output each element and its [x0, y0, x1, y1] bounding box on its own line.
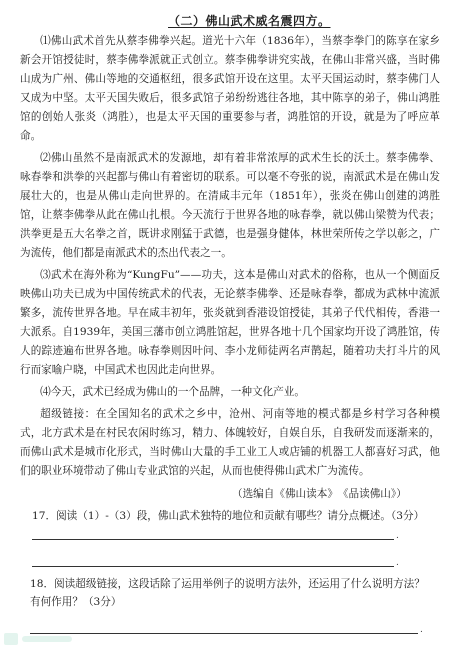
- line-end-mark: .: [396, 531, 399, 541]
- question-18: 18．阅读超级链接，这段话除了运用举例子的说明方法外，还运用了什么说明方法？有何作用？（3分）: [30, 578, 425, 608]
- watermark-logo-icon: [0, 628, 80, 650]
- line-end-mark: .: [420, 625, 423, 635]
- question-17: 17．阅读（1）-（3）段，佛山武术独特的地位和贡献有哪些？请分点概述。（3分）: [32, 510, 425, 522]
- hyperlink-paragraph: 超级链接：在全国知名的武术之乡中，沧州、河南等地的模式都是乡村学习各种模式，北方武术是在村民农闲时练习，精力、体魄较好，自娱自乐，自我研发而逐渐来的，而佛山武术是城市化形式，当时佛山大量的手工业工人或店铺的机器工人都喜好习武，他们的职业环境带动了佛山专业武馆的兴起，从而也使得佛山武术广为流传。: [20, 408, 440, 477]
- section-title: （二）佛山武术威名震四方。: [168, 14, 331, 28]
- line-end-mark: .: [396, 558, 399, 568]
- source-citation: （选编自《佛山读本》 《品读佛山》）: [232, 488, 407, 500]
- paragraph-4: ⑷今天，武术已经成为佛山的一个品牌，一种文化产业。: [40, 386, 305, 398]
- answer-line[interactable]: [30, 633, 418, 634]
- article-body: [20, 32, 440, 484]
- paragraph-1: ⑴佛山武术首先从蔡李佛拳兴起。道光十六年（1836年），当蔡李拳门的陈享在家乡新会开馆授徒时，蔡李佛拳派就正式创立。蔡李佛拳讲究实战，在佛山非常兴盛，当时佛山成为广州、佛山等地的交通枢纽，很多武馆开设在这里。太平天国运动时，蔡李佛门人又成为中坚。太平天国失败后，很多武馆子弟纷纷逃往各地，其中陈享的弟子，佛山鸿胜馆的创始人张炎（鸿胜），也是太平天国的重要参与者，鸿胜馆的开设，就是为了呼应革命。: [20, 35, 440, 142]
- answer-line[interactable]: [32, 539, 394, 540]
- answer-line[interactable]: [32, 566, 394, 567]
- paragraph-2: ⑵佛山虽然不是南派武术的发源地，却有着非常浓厚的武术生长的沃土。蔡李佛拳、咏春拳和洪拳的兴起都与佛山有着密切的联系。可以毫不夸张的说，南派武术是在佛山发展壮大的，也是从佛山走向世界的。在清咸丰元年（1851年），张炎在佛山创建的鸿胜馆，让蔡李佛拳从此在佛山扎根。今天流行于世界各地的咏春拳，就以佛山梁赞为代表；洪拳更是五大名拳之首，既讲求刚猛于武德，也是强身健体，林世荣所传之学以彰之，广为流传，他们都是南派武术的杰出代表之一。: [20, 152, 440, 259]
- paragraph-3: ⑶武术在海外称为“KungFu”——功夫，这本是佛山对武术的俗称，也从一个侧面反映佛山功夫已成为中国传统武术的代表，无论蔡李佛拳、还是咏春拳，都成为武林中流派繁多，流传世界各地。早在咸丰初年，张炎就到香港设馆授徒，其弟子代代相传，香港一大派系。自1939年，美国三藩市创立鸿胜馆起，世界各地十几个国家均开设了鸿胜馆，传人的踪迹遍布世界各地。咏春拳则因叶问、李小龙师徒两名声鹊起，随着功夫打斗片的风行而家喻户晓，中国武术也因此走向世界。: [20, 269, 440, 376]
